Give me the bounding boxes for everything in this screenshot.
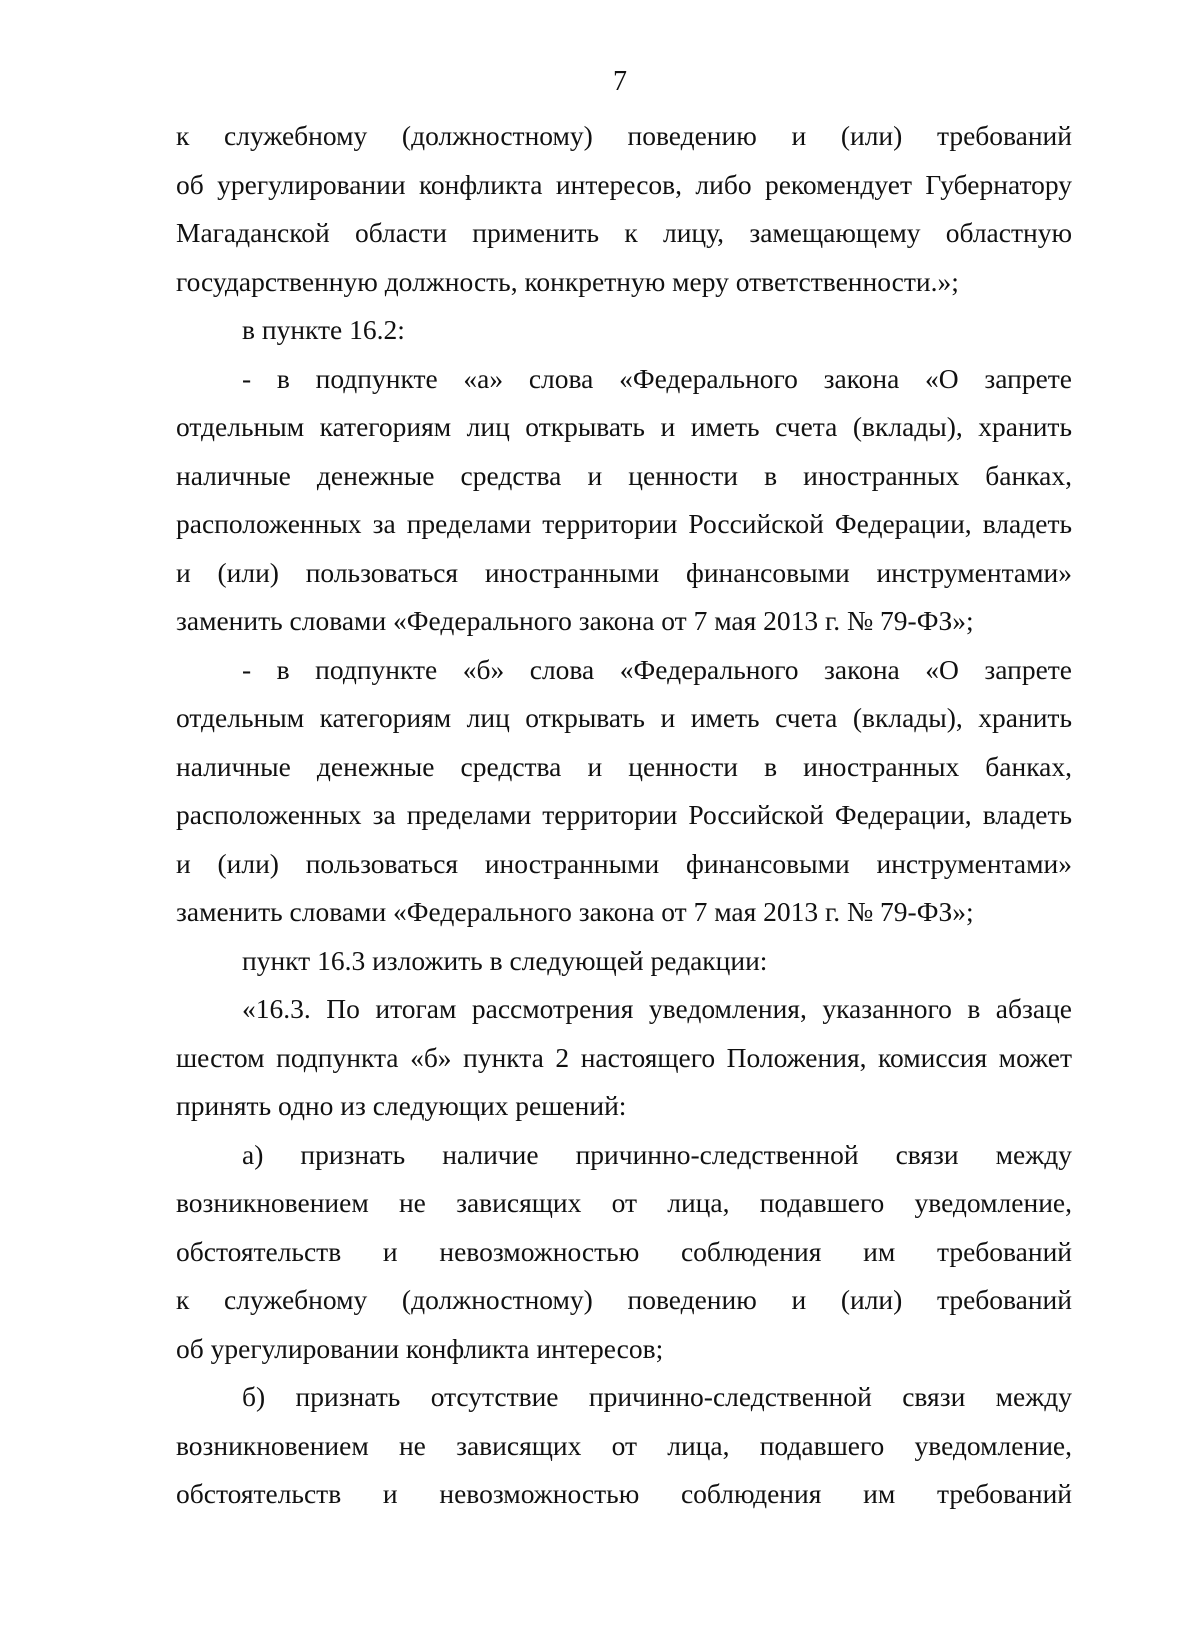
text-line: - в подпункте «а» слова «Федерального закона «О запрете bbox=[242, 362, 1072, 394]
text-line: расположенных за пределами территории Российской Федерации, владеть bbox=[176, 508, 1072, 539]
text-line: принять одно из следующих решений: bbox=[176, 1090, 627, 1121]
text-line: возникновением не зависящих от лица, подавшего уведомление, bbox=[176, 1187, 1072, 1218]
text-line: отдельным категориям лиц открывать и иметь счета (вклады), хранить bbox=[176, 411, 1072, 442]
text-line: об урегулировании конфликта интересов, либо рекомендует Губернатору bbox=[176, 168, 1072, 200]
document-body bbox=[176, 112, 1072, 1519]
text-line: к служебному (должностному) поведению и (или) требований bbox=[176, 120, 1072, 151]
text-line: государственную должность, конкретную меру ответственности.»; bbox=[176, 265, 959, 297]
text-line: заменить словами «Федерального закона от 7 мая 2013 г. № 79-ФЗ»; bbox=[176, 896, 974, 927]
text-line: «16.3. По итогам рассмотрения уведомления, указанного в абзаце bbox=[242, 993, 1072, 1024]
text-line: отдельным категориям лиц открывать и иметь счета (вклады), хранить bbox=[176, 702, 1072, 733]
text-line: Магаданской области применить к лицу, замещающему областную bbox=[176, 217, 1072, 248]
page-number: 7 bbox=[613, 66, 627, 97]
text-line: наличные денежные средства и ценности в иностранных банках, bbox=[176, 750, 1072, 782]
text-line: а) признать наличие причинно-следственной связи между bbox=[242, 1138, 1072, 1170]
text-line: к служебному (должностному) поведению и (или) требований bbox=[176, 1284, 1072, 1315]
text-line: наличные денежные средства и ценности в иностранных банках, bbox=[176, 459, 1072, 491]
text-line: шестом подпункта «б» пункта 2 настоящего Положения, комиссия может bbox=[176, 1041, 1072, 1073]
text-line: об урегулировании конфликта интересов; bbox=[176, 1332, 664, 1364]
text-line: и (или) пользоваться иностранными финансовыми инструментами» bbox=[176, 556, 1072, 588]
text-line: заменить словами «Федерального закона от 7 мая 2013 г. № 79-ФЗ»; bbox=[176, 605, 974, 636]
text-line: обстоятельств и невозможностью соблюдения им требований bbox=[176, 1478, 1072, 1509]
text-line: в пункте 16.2: bbox=[242, 314, 405, 345]
text-line: возникновением не зависящих от лица, подавшего уведомление, bbox=[176, 1429, 1072, 1461]
text-line: расположенных за пределами территории Российской Федерации, владеть bbox=[176, 799, 1072, 830]
text-line: и (или) пользоваться иностранными финансовыми инструментами» bbox=[176, 847, 1072, 879]
text-line: пункт 16.3 изложить в следующей редакции: bbox=[242, 944, 768, 976]
text-line: б) признать отсутствие причинно-следственной связи между bbox=[242, 1381, 1072, 1412]
text-line: - в подпункте «б» слова «Федерального закона «О запрете bbox=[242, 653, 1072, 685]
text-line: обстоятельств и невозможностью соблюдения им требований bbox=[176, 1235, 1072, 1267]
